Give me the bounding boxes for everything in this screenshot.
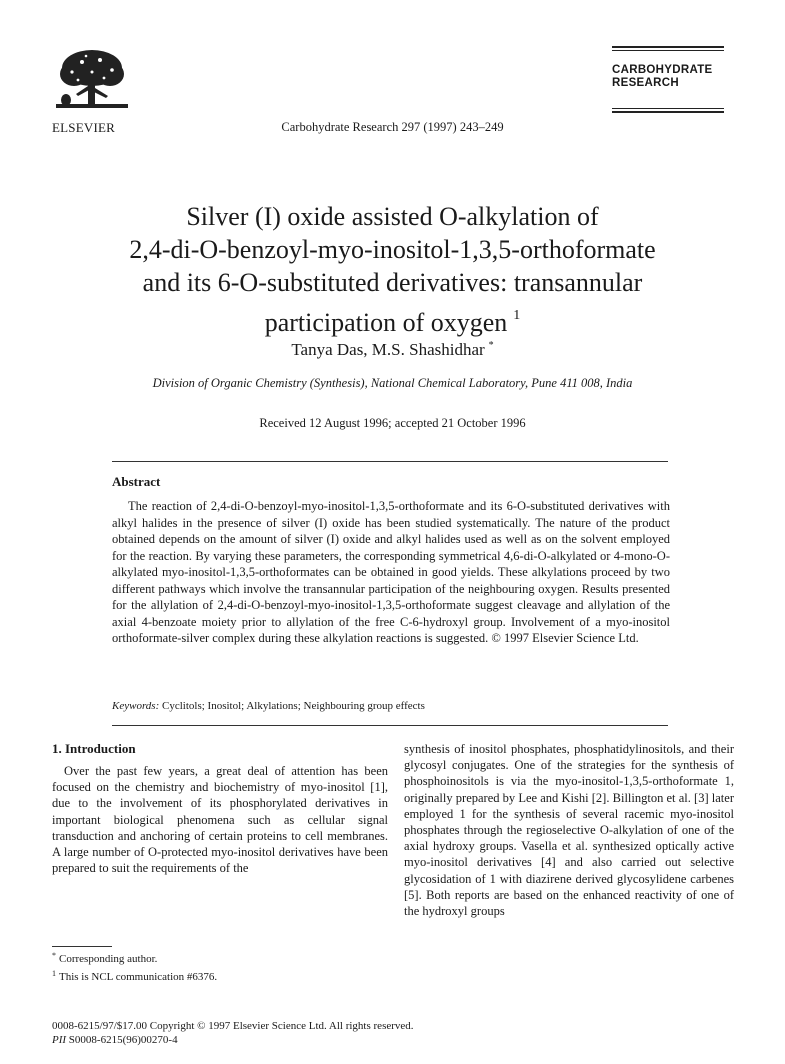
journal-name-line2: RESEARCH [612,77,679,89]
right-column-text: synthesis of inositol phosphates, phosphatidylinositols, and their glycosyl conjugates. One of the strategies for the synthesis of phosphoinositols is via the myo-inositol-1,3,5-orthoformate 1, originally prepared by Lee and Kishi [2]. Billington et al. [3] later employed 1 for the synthesis of several racemic myo-inositol phosphates through the regioselective O-alkylation of one of the axial hydroxy groups. Vasella et al. synthesized optically active myo-inositol derivatives [4] and also carried out selective glycosidation of 1 with diazirene derived glycosylidene carbenes [5]. Both reports are based on the enhanced reactivity of one of the hydroxyl groups [404,742,734,919]
title-line-text: participation of oxygen [264,308,508,337]
left-column-text: Over the past few years, a great deal of attention has been focused on the chemistry and biochemistry of myo-inositol [1], due to the involvement of its phosphorylated derivatives in important biological phenomena such as cellular signal transduction and anchoring of certain proteins to cell membranes. A large number of O-protected myo-inositol derivatives have been prepared to suit the requirements of the [52,764,388,876]
received-dates: Received 12 August 1996; accepted 21 October 1996 [259,416,526,430]
brand-rule [612,111,724,113]
footnote-text: This is NCL communication #6376. [59,970,218,983]
authors-text: Tanya Das, M.S. Shashidhar [291,340,485,359]
title-footnote-mark: 1 [513,308,521,323]
brand-rule [612,108,724,109]
brand-rule [612,50,724,51]
footnote [52,949,217,967]
footnote [52,967,217,985]
title-line: 2,4-di-O-benzoyl-myo-inositol-1,3,5-orthoformate [129,235,656,264]
publisher-name: ELSEVIER [52,120,115,135]
title-line [60,299,725,339]
footnote-rule [52,946,112,947]
footnote-mark: * [52,951,56,960]
footnote-text: Corresponding author. [59,953,158,965]
journal-name-line1: CARBOHYDRATE [612,64,713,76]
title-line: and its 6-O-substituted derivatives: transannular [142,268,643,297]
abstract-bottom-rule [112,725,668,726]
keywords [112,700,425,712]
copyright-line: 0008-6215/97/$17.00 Copyright © 1997 Elsevier Science Ltd. All rights reserved. [52,1020,414,1032]
abstract-top-rule [112,461,668,462]
keywords-list: Cyclitols; Inositol; Alkylations; Neighbouring group effects [162,700,425,712]
abstract-heading: Abstract [112,474,161,489]
brand-rule [612,46,724,48]
author-list [0,340,785,360]
footnote-mark: 1 [52,968,56,978]
elsevier-tree-logo-icon [52,46,132,116]
abstract-text: The reaction of 2,4-di-O-benzoyl-myo-inositol-1,3,5-orthoformate and its 6-O-substituted derivatives with alkyl halides in the presence of silver (I) oxide has been studied systematically. The nature of the product obtained depends on the amount of silver (I) oxide and alkyl halides used as well as on the solvent employed for the reaction. By varying these parameters, the corresponding symmetrical 4,6-di-O-alkylated or 4-mono-O-alkylated myo-inositol-1,3,5-orthoformates can be obtained in good yields. These alkylations proceed by two different pathways which involve the transannular participation of the neighbouring oxygen. Results presented for the allylation of 2,4-di-O-benzoyl-myo-inositol-1,3,5-orthoformate suggest cleavage and allylation of the axial 4-benzoate moiety prior to allylation of the free C-6-hydroxyl group. Involvement of a myo-inositol orthoformate-silver complex during these alkylation reactions is suggested. © 1997 Elsevier Science Ltd. [112,499,670,645]
title-line: Silver (I) oxide assisted O-alkylation of [186,202,599,231]
pii-value: S0008-6215(96)00270-4 [68,1033,178,1046]
section-heading: 1. Introduction [52,741,136,756]
footnotes [52,949,217,984]
pii-label: PII [52,1033,67,1046]
journal-reference: Carbohydrate Research 297 (1997) 243–249 [281,120,504,134]
article-title [60,200,725,339]
keywords-label: Keywords: [112,700,160,712]
journal-brand [612,46,724,113]
corresponding-author-mark: * [488,340,494,351]
copyright-block [52,1020,414,1047]
pii-line [52,1034,414,1048]
affiliation: Division of Organic Chemistry (Synthesis), National Chemical Laboratory, Pune 411 008, India [152,376,633,390]
